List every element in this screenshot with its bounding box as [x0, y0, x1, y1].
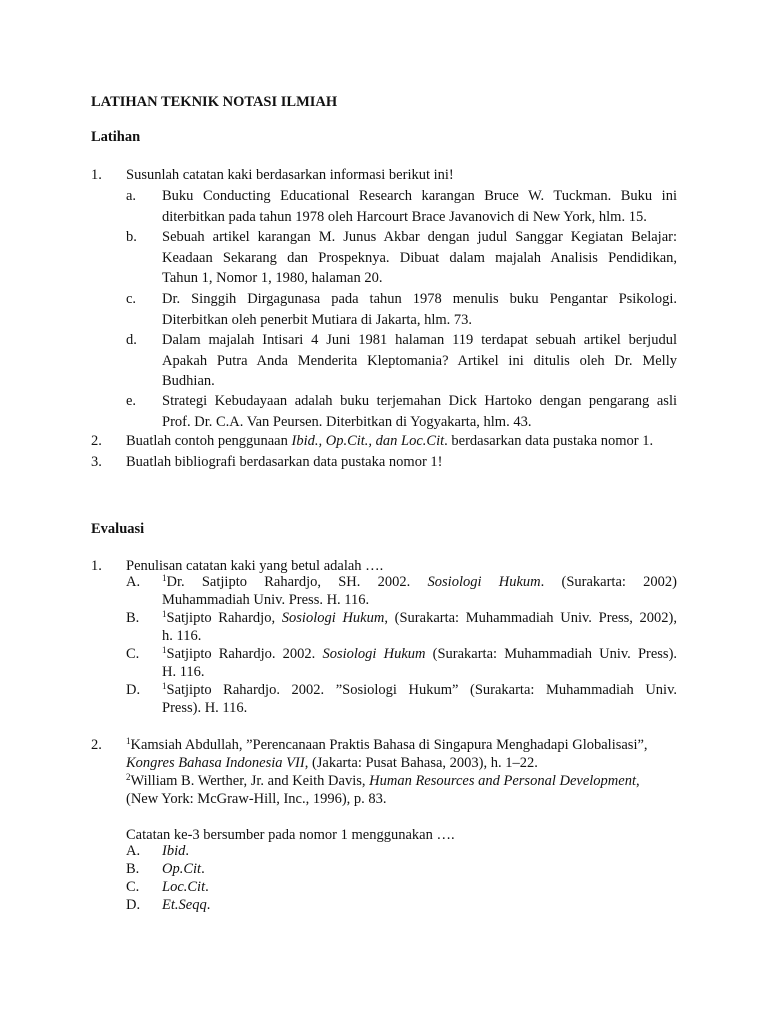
item-letter: d. [126, 332, 137, 348]
item-text-line: Tahun 1, Nomor 1, 1980, halaman 20. [162, 270, 383, 286]
option-letter: B. [126, 861, 140, 877]
option-text: Ibid [162, 843, 186, 859]
option-text: Op.Cit [162, 861, 202, 877]
question-number: 2. [91, 737, 102, 753]
item-letter: b. [126, 229, 137, 245]
item-letter: e. [126, 393, 137, 409]
question-text: Buatlah bibliografi berdasarkan data pustaka nomor 1! [126, 454, 443, 470]
reference-1 [126, 736, 677, 772]
option-text-line: H. 116. [162, 663, 205, 680]
option-text-line: $^1$Satjipto Rahardjo. 2002. ”Sosiologi Hukum” (Surakarta: Muhammadiah Univ. [162, 681, 677, 698]
option-text: Loc.Cit [162, 879, 206, 895]
evaluasi-question-2-text: Catatan ke-3 bersumber pada nomor 1 menggunakan …. [126, 827, 455, 843]
question-number: 2. [91, 433, 102, 449]
item-letter: c. [126, 291, 137, 307]
option-text-line: Muhammadiah Univ. Press. H. 116. [162, 591, 370, 608]
reference-text-line: (New York: McGraw-Hill, Inc., 1996), p. 83. [126, 791, 387, 807]
item-text-line: Prof. Dr. C.A. Van Peursen. Diterbitkan di Yogyakarta, hlm. 43. [162, 413, 532, 430]
option-text-line: Press). H. 116. [162, 699, 248, 716]
reference-text-line: Kongres Bahasa Indonesia VII, (Jakarta: Pusat Bahasa, 2003), h. 1–22. [126, 755, 538, 771]
option-text-line: $^1$Dr. Satjipto Rahardjo, SH. 2002. Sosiologi Hukum. (Surakarta: 2002) [162, 573, 677, 590]
option-text: Et.Seqq [162, 897, 207, 913]
reference-2 [126, 772, 677, 808]
item-text-line: Strategi Kebudayaan adalah buku terjemahan Dick Hartoko dengan pengarang asli [162, 393, 677, 409]
option-text-line: h. 116. [162, 627, 202, 644]
reference-text-line: $^2$William B. Werther, Jr. and Keith Davis, Human Resources and Personal Development, [126, 772, 640, 789]
question-number: 3. [91, 454, 102, 470]
option-letter: D. [126, 682, 141, 698]
question-number: 1. [91, 558, 102, 574]
option-letter: D. [126, 897, 141, 913]
item-text-line: Buku Conducting Educational Research karangan Bruce W. Tuckman. Buku ini [162, 188, 677, 204]
question-text: Penulisan catatan kaki yang betul adalah …. [126, 558, 384, 574]
item-text-line: Keadaan Sekarang dan Prospeknya. Dibuat dalam majalah Analisis Pendidikan, [162, 249, 677, 266]
item-text-line: Dr. Singgih Dirgagunasa pada tahun 1978 menulis buku Pengantar Psikologi. [162, 291, 677, 307]
section-heading-evaluasi: Evaluasi [91, 521, 145, 537]
item-text-line: diterbitkan pada tahun 1978 oleh Harcourt Brace Javanovich di New York, hlm. 15. [162, 208, 647, 225]
item-text-line: Budhian. [162, 373, 215, 389]
option-text-line: $^1$Satjipto Rahardjo, Sosiologi Hukum, (Surakarta: Muhammadiah Univ. Press, 2002), [162, 609, 678, 626]
item-text-line: Dalam majalah Intisari 4 Juni 1981 halaman 119 terdapat sebuah artikel berjudul [162, 332, 677, 348]
reference-text-line: $^1$Kamsiah Abdullah, ”Perencanaan Praktis Bahasa di Singapura Menghadapi Globalisasi”, [126, 736, 648, 753]
option-letter: B. [126, 610, 140, 626]
item-letter: a. [126, 188, 137, 204]
question-text: Susunlah catatan kaki berdasarkan informasi berikut ini! [126, 167, 454, 183]
page-title: LATIHAN TEKNIK NOTASI ILMIAH [91, 94, 338, 110]
option-letter: C. [126, 646, 140, 662]
item-text-line: Diterbitkan oleh penerbit Mutiara di Jakarta, hlm. 73. [162, 311, 473, 328]
item-text-line: Apakah Putra Anda Menderita Kleptomania? Artikel ini ditulis oleh Dr. Melly [162, 352, 677, 369]
question-number: 1. [91, 167, 102, 183]
option-letter: C. [126, 879, 140, 895]
option-letter: A. [126, 843, 141, 859]
option-letter: A. [126, 574, 141, 590]
section-heading-latihan: Latihan [91, 129, 141, 145]
question-text: Buatlah contoh penggunaan Ibid., Op.Cit., dan Loc.Cit. berdasarkan data pustaka nomor 1. [126, 433, 654, 449]
document-page: LATIHAN TEKNIK NOTASI ILMIAH Latihan 1. Susunlah catatan kaki berdasarkan informasi berikut ini! a. Buku Conducting Educational Research karangan Bruce W. Tuckman. Buku ini diterbitkan pada tahun 1978 oleh Harcourt Brace Javanovich di New York, hlm. 15. b. Sebuah artikel karangan M. Junus Akbar dengan judul Sanggar Kegiatan Belajar: Keadaan Sekarang dan Prospeknya. Dibuat dalam majalah Analisis Pendidikan, Tahun 1, Nomor 1, 1980, halaman 20. c. Dr. Singgih Dirgagunasa pada tahun 1978 menulis buku Pengantar Psikologi. Diterbitkan oleh penerbit Mutiara di Jakarta, hlm. 73. d. Dalam majalah Intisari 4 Juni 1981 halaman 119 terdapat sebuah artikel berjudul Apakah Putra Anda Menderita Kleptomania? Artikel ini ditulis oleh Dr. Melly Budhian. e. Strategi Kebudayaan adalah buku terjemahan Dick Hartoko dengan pengarang asli Prof. Dr. C.A. Van Peursen. Diterbitkan di Yogyakarta, hlm. 43. 2. Buatlah contoh penggunaan Ibid., Op.Cit., dan Loc.Cit. berdasarkan data pustaka nomor 1. 3. Buatlah bibliografi berdasarkan data pustaka nomor 1! Evaluasi 1. Penulisan catatan kaki yang betul adalah …. A. $^1$Dr. Satjipto Rahardjo, SH. 2002. Sosiologi Hukum. (Surakarta: 2002) Muhammadiah Univ. Press. H. 116. B. $^1$Satjipto Rahardjo, Sosiologi Hukum, (Surakarta: Muhammadiah Univ. Press, 2002), h. 116. C. $^1$Satjipto Rahardjo. 2002. Sosiologi Hukum (Surakarta: Muhammadiah Univ. Press). H. 116. D. $^1$Satjipto Rahardjo. 2002. ”Sosiologi Hukum” (Surakarta: Muhammadiah Univ. Press). H. 116. 2. $^1$Kamsiah Abdullah, ”Perencanaan Praktis Bahasa di Singapura Menghadapi Globalisasi”, Kongres Bahasa Indonesia VII, (Jakarta: Pusat Bahasa, 2003), h. 1–22. $^2$William B. Werther, Jr. and Keith Davis, Human Resources and Personal Development, (New York: McGraw-Hill, Inc., 1996), p. 83. Catatan ke-3 bersumber pada nomor 1 menggunakan …. A. Ibid. B. Op.Cit. C. Loc.Cit. D. Et.Seqq. [91, 94, 678, 913]
item-text-line: Sebuah artikel karangan M. Junus Akbar dengan judul Sanggar Kegiatan Belajar: [162, 229, 677, 245]
option-text-line: $^1$Satjipto Rahardjo. 2002. Sosiologi Hukum (Surakarta: Muhammadiah Univ. Press). [162, 645, 678, 662]
